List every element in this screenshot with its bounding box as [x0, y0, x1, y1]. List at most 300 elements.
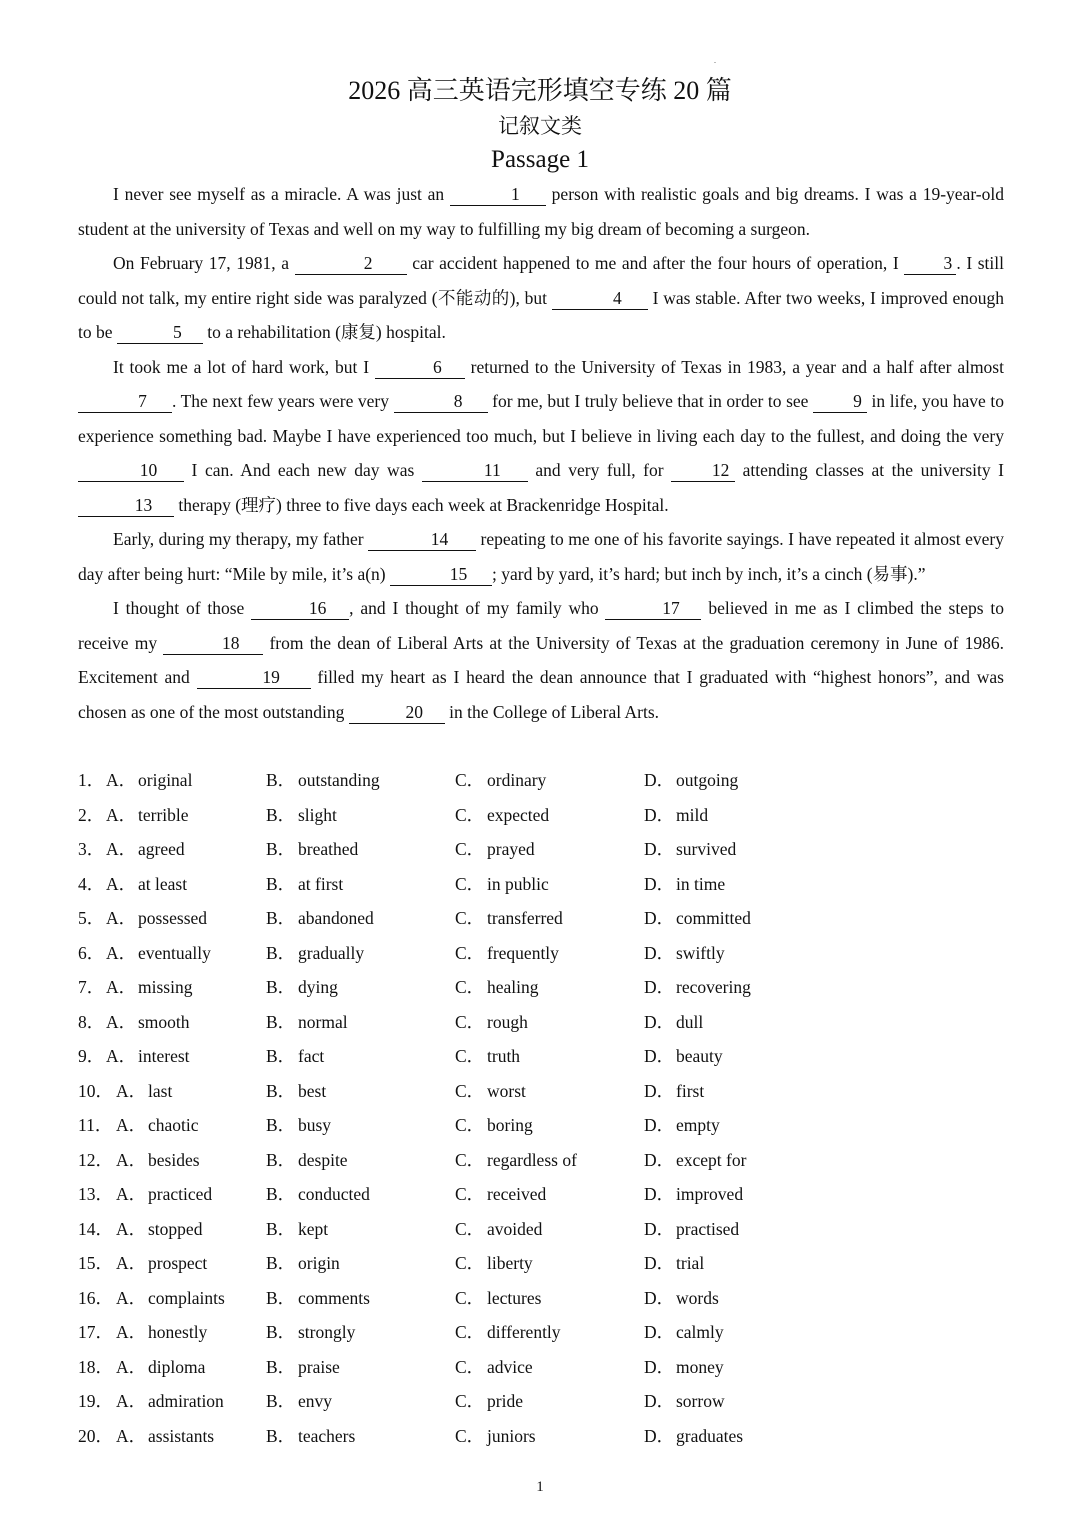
question-number: 17．	[78, 1322, 113, 1342]
option-letter: A．	[116, 1391, 147, 1411]
option-text: busy	[298, 1115, 332, 1135]
question-row	[78, 970, 978, 1005]
option-letter: D．	[644, 873, 675, 894]
option-text: swiftly	[676, 942, 725, 963]
option-c	[455, 1039, 520, 1074]
option-a	[116, 1384, 224, 1419]
option-letter: C．	[455, 1356, 485, 1377]
option-a	[116, 1350, 205, 1385]
option-d	[644, 1212, 739, 1247]
option-text: outgoing	[676, 770, 739, 790]
option-text: truth	[487, 1046, 521, 1066]
page-title: 2026 高三英语完形填空专练 20 篇	[348, 76, 732, 105]
option-letter: B．	[266, 1287, 296, 1308]
option-letter: C．	[455, 1080, 485, 1101]
option-b	[266, 798, 337, 833]
passage-text: repeating to me one of his favorite sayings. I have repeated it almost every day after being hurt: “Mile by mile, it’s a(n)	[78, 529, 1004, 584]
blank-12: 12	[671, 459, 735, 482]
option-text: origin	[298, 1253, 340, 1273]
blank-18: 18	[163, 632, 263, 655]
option-text: trial	[676, 1253, 705, 1273]
option-letter: D．	[644, 1218, 675, 1239]
option-d	[644, 1350, 724, 1385]
option-letter: A．	[116, 1287, 147, 1308]
option-d	[644, 1419, 743, 1454]
option-text: healing	[487, 977, 539, 997]
blank-1: 1	[450, 183, 546, 206]
option-text: dying	[298, 977, 338, 997]
option-text: abandoned	[298, 908, 374, 928]
option-letter: B．	[266, 1011, 296, 1032]
option-b	[266, 1350, 340, 1385]
option-letter: C．	[455, 804, 485, 825]
option-text: interest	[138, 1046, 190, 1066]
option-letter: C．	[455, 1115, 485, 1135]
question-row	[78, 1281, 978, 1316]
option-text: diploma	[148, 1356, 206, 1377]
option-text: frequently	[487, 942, 559, 963]
page-subtitle: 记叙文类	[498, 114, 582, 138]
option-letter: D．	[644, 1080, 675, 1101]
option-a	[116, 1281, 225, 1316]
option-letter: C．	[455, 1425, 485, 1446]
option-letter: A．	[116, 1356, 147, 1377]
option-text: expected	[487, 804, 550, 825]
option-letter: A．	[106, 977, 137, 997]
option-text: avoided	[487, 1218, 543, 1239]
option-text: differently	[487, 1322, 561, 1342]
option-a	[106, 936, 211, 971]
option-letter: A．	[106, 908, 137, 928]
option-text: kept	[298, 1218, 329, 1239]
option-letter: C．	[455, 1011, 485, 1032]
option-b	[266, 1212, 328, 1247]
blank-10: 10	[78, 459, 184, 482]
option-text: terrible	[138, 804, 189, 825]
option-letter: D．	[644, 1149, 675, 1170]
option-letter: A．	[106, 873, 137, 894]
passage-text: in the College of Liberal Arts.	[444, 701, 660, 722]
question-row	[78, 1246, 978, 1281]
paragraph-4	[78, 522, 1004, 591]
option-b	[266, 1281, 370, 1316]
option-b	[266, 1108, 331, 1143]
passage-text: I never see myself as a miracle. A was just an	[113, 184, 450, 204]
option-text: last	[148, 1080, 173, 1101]
passage-text: car accident happened to me and after the four hours of operation, I	[406, 253, 905, 273]
option-letter: D．	[644, 1391, 675, 1411]
option-letter: A．	[106, 942, 137, 963]
passage-text: and very full, for	[527, 460, 672, 480]
blank-19: 19	[197, 666, 311, 689]
option-letter: B．	[266, 1184, 296, 1204]
option-letter: D．	[644, 1046, 675, 1066]
option-d	[644, 763, 738, 798]
option-d	[644, 1074, 704, 1109]
option-a	[116, 1246, 207, 1281]
option-text: empty	[676, 1115, 720, 1135]
passage-text: . The next few years were very	[172, 391, 394, 411]
option-letter: C．	[455, 977, 485, 997]
option-b	[266, 901, 374, 936]
option-c	[455, 1384, 523, 1419]
option-letter: B．	[266, 804, 296, 825]
option-letter: D．	[644, 770, 675, 790]
option-text: normal	[298, 1011, 348, 1032]
option-letter: D．	[644, 1184, 675, 1204]
option-d	[644, 867, 725, 902]
option-d	[644, 1108, 720, 1143]
option-text: juniors	[487, 1425, 536, 1446]
option-d	[644, 1315, 724, 1350]
option-text: at first	[298, 873, 344, 894]
option-letter: C．	[455, 839, 485, 859]
question-number: 19．	[78, 1391, 113, 1411]
passage-text: I thought of those	[113, 598, 252, 618]
option-c	[455, 901, 563, 936]
option-c	[455, 867, 549, 902]
option-text: money	[676, 1356, 724, 1377]
blank-15: 15	[390, 563, 492, 586]
option-letter: C．	[455, 1322, 485, 1342]
option-c	[455, 1143, 577, 1178]
option-letter: B．	[266, 1080, 296, 1101]
option-text: teachers	[298, 1425, 356, 1446]
option-c	[455, 1350, 533, 1385]
options-list	[78, 763, 978, 1453]
option-letter: B．	[266, 977, 296, 997]
option-c	[455, 970, 539, 1005]
option-text: calmly	[676, 1322, 724, 1342]
scan-speck	[714, 62, 716, 63]
option-text: chaotic	[148, 1115, 199, 1135]
option-c	[455, 1108, 533, 1143]
question-row	[78, 1005, 978, 1040]
option-text: missing	[138, 977, 193, 997]
option-c	[455, 1246, 533, 1281]
option-letter: B．	[266, 1391, 296, 1411]
passage-text: attending classes at the university I	[735, 460, 1004, 480]
option-letter: B．	[266, 1425, 296, 1446]
option-a	[106, 1039, 190, 1074]
option-c	[455, 1074, 526, 1109]
option-letter: B．	[266, 942, 296, 963]
option-c	[455, 1315, 561, 1350]
option-text: prospect	[148, 1253, 208, 1273]
option-text: envy	[298, 1391, 333, 1411]
question-number: 12．	[78, 1149, 113, 1170]
option-letter: B．	[266, 1322, 296, 1342]
option-text: in time	[676, 873, 726, 894]
option-letter: D．	[644, 908, 675, 928]
question-number: 2．	[78, 804, 105, 825]
option-text: beauty	[676, 1046, 723, 1066]
blank-11: 11	[422, 459, 528, 482]
option-c	[455, 936, 559, 971]
blank-6: 6	[375, 356, 465, 379]
option-d	[644, 1281, 719, 1316]
option-letter: C．	[455, 942, 485, 963]
passage-text: ; yard by yard, it’s hard; but inch by inch, it’s a cinch (易事).”	[492, 563, 926, 584]
option-text: strongly	[298, 1322, 356, 1342]
blank-3: 3	[904, 252, 956, 275]
option-letter: A．	[116, 1425, 147, 1446]
option-text: smooth	[138, 1011, 190, 1032]
option-letter: B．	[266, 1218, 296, 1239]
option-d	[644, 1039, 723, 1074]
passage-text: for me, but I truly believe that in order to see	[487, 391, 813, 411]
option-text: mild	[676, 804, 709, 825]
option-letter: D．	[644, 1287, 675, 1308]
question-number: 6．	[78, 942, 105, 963]
option-letter: A．	[106, 1046, 137, 1066]
option-letter: A．	[106, 839, 137, 859]
option-letter: B．	[266, 1253, 296, 1273]
option-letter: B．	[266, 873, 296, 894]
passage-text: I can. And each new day was	[184, 460, 422, 480]
option-text: graduates	[676, 1425, 744, 1446]
question-number: 10．	[78, 1080, 113, 1101]
option-text: prayed	[487, 839, 535, 859]
option-letter: A．	[116, 1115, 147, 1135]
passage-text: filled my heart as I heard the dean announce that I graduated with “highest honors”, and was chosen as one of the most outstanding	[78, 667, 1004, 722]
question-row	[78, 1177, 978, 1212]
question-number: 8．	[78, 1011, 105, 1032]
option-letter: D．	[644, 1356, 675, 1377]
option-text: fact	[298, 1046, 325, 1066]
passage-text: On February 17, 1981, a	[113, 253, 295, 273]
option-b	[266, 936, 364, 971]
option-d	[644, 1246, 704, 1281]
option-letter: B．	[266, 770, 296, 790]
passage-text: from the dean of Liberal Arts at the University of Texas at the graduation ceremony in June of 1986. Excitement and	[78, 632, 1004, 687]
option-b	[266, 1315, 355, 1350]
option-letter: B．	[266, 839, 296, 859]
option-text: pride	[487, 1391, 523, 1411]
option-letter: C．	[455, 1253, 485, 1273]
option-text: improved	[676, 1184, 744, 1204]
option-a	[106, 867, 187, 902]
blank-4: 4	[552, 287, 648, 310]
question-row	[78, 936, 978, 971]
question-row	[78, 763, 978, 798]
option-text: except for	[676, 1149, 747, 1170]
passage-text: to a rehabilitation (康复) hospital.	[202, 322, 446, 342]
question-number: 1．	[78, 770, 105, 790]
option-letter: A．	[106, 804, 137, 825]
option-c	[455, 1281, 541, 1316]
option-a	[106, 763, 192, 798]
question-number: 7．	[78, 977, 105, 997]
option-text: slight	[298, 804, 337, 825]
passage-text: returned to the University of Texas in 1983, a year and a half after almost	[464, 356, 1004, 377]
question-number: 9．	[78, 1046, 105, 1066]
option-b	[266, 867, 343, 902]
option-letter: D．	[644, 1253, 675, 1273]
option-d	[644, 798, 708, 833]
option-text: rough	[487, 1011, 528, 1032]
option-text: original	[138, 770, 193, 790]
option-text: praise	[298, 1356, 340, 1377]
question-row	[78, 1108, 978, 1143]
question-number: 13．	[78, 1184, 113, 1204]
option-letter: D．	[644, 839, 675, 859]
option-letter: C．	[455, 1218, 485, 1239]
option-letter: C．	[455, 1149, 485, 1170]
option-letter: D．	[644, 1322, 675, 1342]
option-b	[266, 832, 358, 867]
option-d	[644, 1005, 703, 1040]
option-text: best	[298, 1080, 327, 1101]
option-c	[455, 1005, 528, 1040]
option-c	[455, 832, 535, 867]
option-text: outstanding	[298, 770, 380, 790]
option-a	[106, 1005, 190, 1040]
option-letter: C．	[455, 770, 485, 790]
option-c	[455, 1212, 542, 1247]
question-row	[78, 1315, 978, 1350]
option-text: regardless of	[487, 1149, 577, 1170]
option-a	[106, 832, 185, 867]
option-d	[644, 1177, 743, 1212]
option-text: practised	[676, 1218, 740, 1239]
option-d	[644, 1384, 725, 1419]
option-letter: B．	[266, 908, 296, 928]
option-text: despite	[298, 1149, 348, 1170]
option-text: eventually	[138, 942, 211, 963]
option-text: breathed	[298, 839, 359, 859]
option-b	[266, 1384, 332, 1419]
option-letter: C．	[455, 873, 485, 894]
passage-text: I was stable. After two weeks, I improved enough to be	[78, 287, 1005, 342]
option-text: agreed	[138, 839, 185, 859]
option-letter: B．	[266, 1046, 296, 1066]
option-d	[644, 901, 751, 936]
option-text: boring	[487, 1115, 533, 1135]
passage-text: Early, during my therapy, my father	[113, 529, 369, 549]
blank-20: 20	[349, 701, 445, 724]
option-text: first	[676, 1080, 705, 1101]
option-letter: D．	[644, 804, 675, 825]
option-letter: C．	[455, 1287, 485, 1308]
option-text: transferred	[487, 908, 563, 928]
blank-17: 17	[605, 597, 701, 620]
option-letter: C．	[455, 1391, 485, 1411]
question-number: 4．	[78, 873, 105, 894]
option-b	[266, 1143, 348, 1178]
question-row	[78, 1074, 978, 1109]
option-letter: C．	[455, 1046, 485, 1066]
option-d	[644, 936, 725, 971]
option-a	[116, 1419, 214, 1454]
option-b	[266, 1246, 340, 1281]
blank-14: 14	[368, 528, 476, 551]
option-text: words	[676, 1287, 719, 1308]
passage-text: therapy (理疗) three to five days each week at Brackenridge Hospital.	[174, 494, 669, 515]
blank-5: 5	[117, 321, 203, 344]
option-text: gradually	[298, 942, 365, 963]
option-text: stopped	[148, 1218, 203, 1239]
option-d	[644, 970, 751, 1005]
question-number: 15．	[78, 1253, 113, 1273]
option-c	[455, 798, 549, 833]
paragraph-1	[78, 177, 1004, 246]
page-number: 1	[536, 1479, 544, 1495]
option-letter: B．	[266, 1356, 296, 1377]
option-text: liberty	[487, 1253, 533, 1273]
option-b	[266, 1005, 348, 1040]
question-number: 11．	[78, 1115, 113, 1135]
option-d	[644, 1143, 746, 1178]
question-row	[78, 1039, 978, 1074]
option-text: received	[487, 1184, 547, 1204]
option-text: ordinary	[487, 770, 547, 790]
option-a	[116, 1177, 212, 1212]
option-text: sorrow	[676, 1391, 725, 1411]
blank-9: 9	[813, 390, 867, 413]
option-b	[266, 1074, 326, 1109]
option-a	[106, 901, 207, 936]
option-letter: A．	[116, 1253, 147, 1273]
option-letter: A．	[116, 1149, 147, 1170]
passage-text: in life, you have to experience something bad. Maybe I have experienced too much, but I believe in living each day to the fullest, and doing the very	[78, 391, 1004, 446]
question-row	[78, 1419, 978, 1454]
passage-text: person with realistic goals and big dreams. I was a 19-year-old student at the university of Texas and well on my way to fulfilling my big dream of becoming a surgeon.	[78, 184, 1004, 239]
question-row	[78, 798, 978, 833]
option-text: recovering	[676, 977, 751, 997]
option-letter: D．	[644, 1115, 675, 1135]
passage-text: believed in me as I climbed the steps to receive my	[78, 598, 1004, 653]
option-text: possessed	[138, 908, 208, 928]
option-text: dull	[676, 1011, 704, 1032]
question-row	[78, 832, 978, 867]
blank-16: 16	[251, 597, 349, 620]
paragraph-5	[78, 591, 1004, 729]
option-text: committed	[676, 908, 751, 928]
option-letter: D．	[644, 1011, 675, 1032]
question-number: 3．	[78, 839, 105, 859]
option-a	[116, 1212, 202, 1247]
question-number: 20．	[78, 1425, 113, 1446]
option-text: honestly	[148, 1322, 208, 1342]
option-c	[455, 763, 546, 798]
option-text: in public	[487, 873, 549, 894]
option-letter: C．	[455, 908, 485, 928]
option-letter: A．	[116, 1184, 147, 1204]
option-text: complaints	[148, 1287, 225, 1308]
option-letter: A．	[116, 1218, 147, 1239]
question-number: 14．	[78, 1218, 113, 1239]
option-a	[116, 1108, 199, 1143]
option-letter: A．	[116, 1322, 147, 1342]
option-text: lectures	[487, 1287, 542, 1308]
passage-title: Passage 1	[491, 146, 589, 173]
question-row	[78, 1143, 978, 1178]
option-letter: A．	[106, 770, 137, 790]
question-row	[78, 1212, 978, 1247]
option-a	[116, 1143, 200, 1178]
option-letter: C．	[455, 1184, 485, 1204]
passage-text: , and I thought of my family who	[349, 598, 606, 618]
blank-13: 13	[78, 494, 174, 517]
option-letter: B．	[266, 1149, 296, 1170]
option-text: at least	[138, 873, 188, 894]
passage-text: . I still could not talk, my entire right side was paralyzed (不能动的), but	[78, 253, 1005, 308]
paragraph-3	[78, 350, 1004, 523]
option-text: survived	[676, 839, 737, 859]
passage-text: It took me a lot of hard work, but I	[113, 356, 375, 377]
option-c	[455, 1419, 536, 1454]
